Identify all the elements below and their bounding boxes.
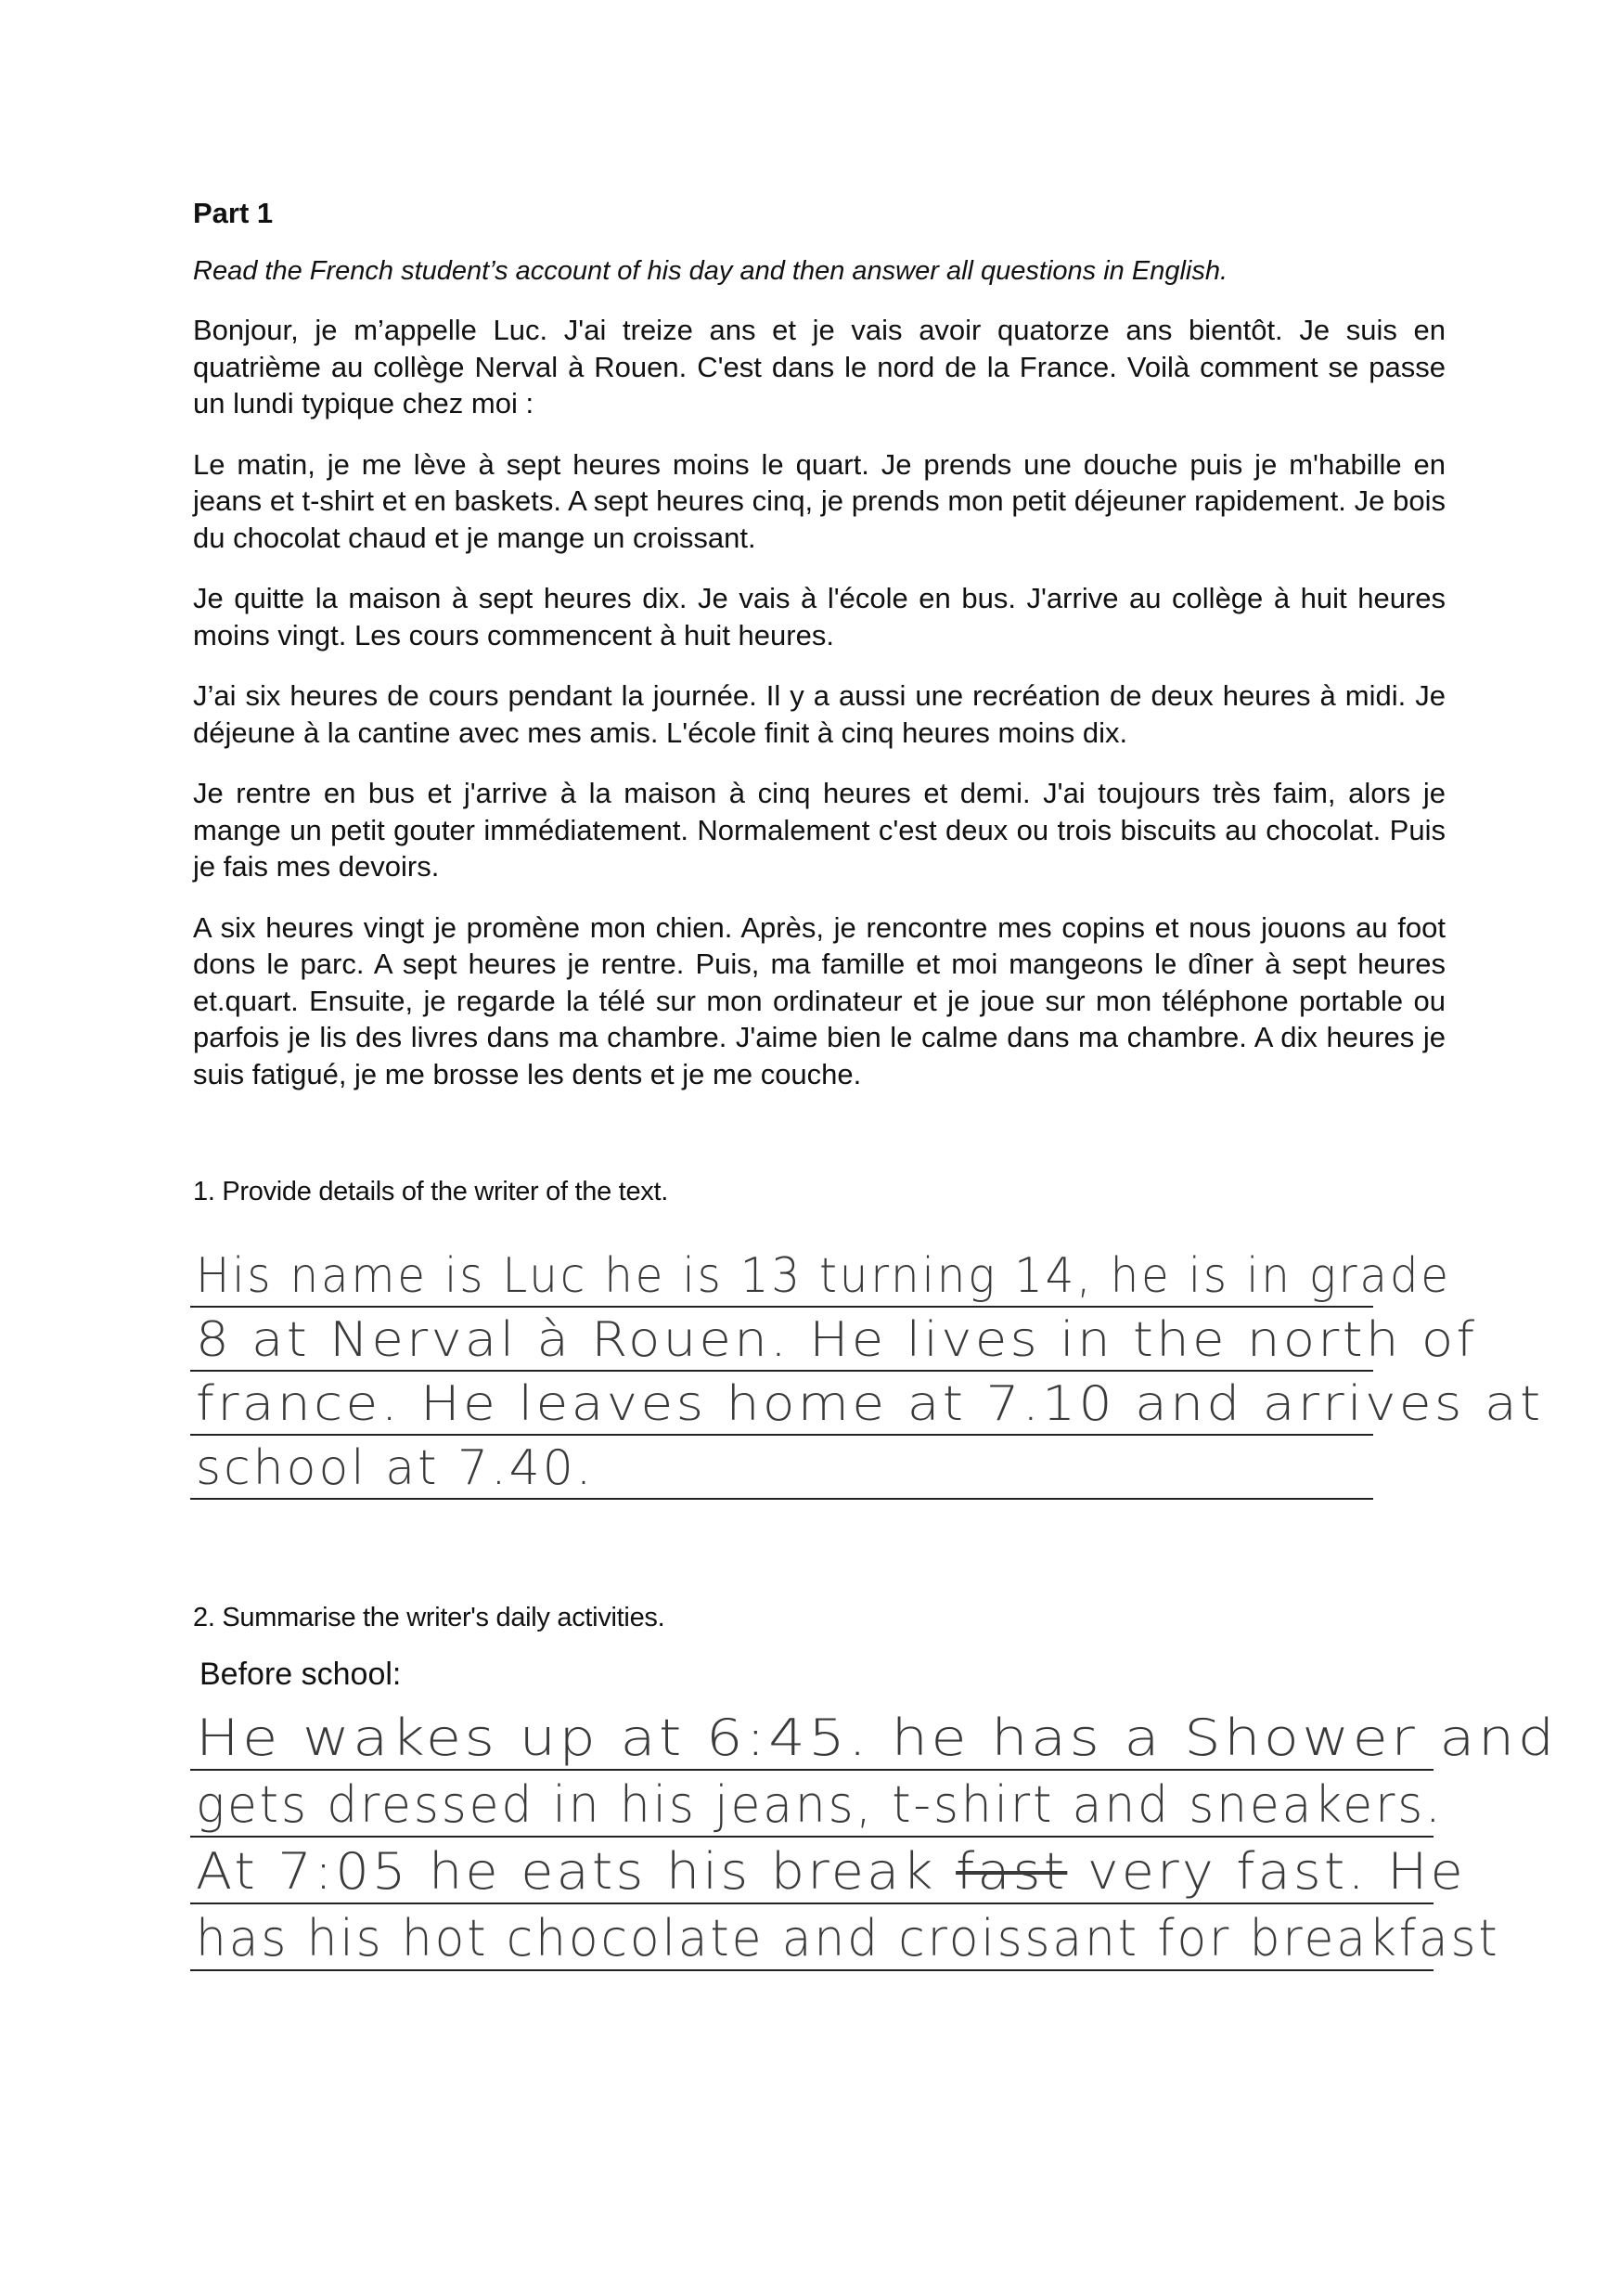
- handwritten-answer: has his hot chocolate and croissant for breakfast: [196, 1909, 1500, 1967]
- handwritten-answer: france. He leaves home at 7.10 and arrives at: [196, 1376, 1544, 1432]
- struck-word: fast: [956, 1842, 1068, 1901]
- passage-paragraph: Je quitte la maison à sept heures dix. Je vais à l'école en bus. J'arrive au collège à huit heures moins vingt. Les cours commencent à huit heures.: [193, 582, 1446, 651]
- answer-line: [190, 1904, 1500, 1971]
- answer-1: [190, 1244, 1544, 1500]
- handwritten-answer: 8 at Nerval à Rouen. He lives in the north of: [196, 1312, 1478, 1368]
- answer-line: [190, 1704, 1558, 1771]
- answer-line: [190, 1436, 1373, 1500]
- passage-paragraph: Bonjour, je m’appelle Luc. J'ai treize ans et je vais avoir quatorze ans bientôt. Je suis en quatrième au collège Nerval à Rouen. C'est dans le nord de la France. Voilà comment se passe un lundi typique chez moi :: [193, 314, 1446, 419]
- answer-line: [190, 1244, 1451, 1308]
- before-school-label: Before school:: [199, 1657, 402, 1692]
- handwritten-answer: He wakes up at 6:45. he has a Shower and: [196, 1709, 1558, 1767]
- passage-paragraph: Je rentre en bus et j'arrive à la maison à cinq heures et demi. J'ai toujours très faim, alors je mange un petit gouter immédiatement. Normalement c'est deux ou trois biscuits au chocolat. Puis je fais mes devoirs.: [193, 777, 1446, 883]
- french-passage: [193, 312, 1446, 1116]
- question-2: 2. Summarise the writer's daily activities.: [193, 1603, 665, 1632]
- passage-paragraph: J’ai six heures de cours pendant la journée. Il y a aussi une recréation de deux heures à midi. Je déjeune à la cantine avec mes amis. L'école finit à cinq heures moins dix.: [193, 679, 1446, 749]
- instructions: Read the French student’s account of his day and then answer all questions in English.: [193, 256, 1228, 286]
- handwritten-answer: His name is Luc he is 13 turning 14, he is in grade: [196, 1248, 1451, 1304]
- part-title: Part 1: [193, 197, 274, 229]
- handwritten-answer: gets dressed in his jeans, t-shirt and sneakers.: [196, 1775, 1444, 1834]
- answer-line: [190, 1838, 1466, 1904]
- handwritten-answer: At 7:05 he eats his break fast very fast. He: [196, 1842, 1466, 1901]
- answer-line: [190, 1771, 1444, 1838]
- passage-paragraph: A six heures vingt je promène mon chien. Après, je rencontre mes copins et nous jouons au foot dons le parc. A sept heures je rentre. Puis, ma famille et moi mangeons le dîner à sept heures et.quart. Ensuite, je regarde la télé sur mon ordinateur et je joue sur mon téléphone portable ou parfois je lis des livres dans ma chambre. J'aime bien le calme dans ma chambre. A dix heures je suis fatigué, je me brosse les dents et je me couche.: [193, 910, 1446, 1090]
- question-1: 1. Provide details of the writer of the text.: [193, 1177, 668, 1206]
- answer-line: [190, 1372, 1544, 1436]
- answer-line: [190, 1308, 1478, 1372]
- handwritten-answer: school at 7.40.: [196, 1440, 595, 1496]
- answer-2: [190, 1704, 1558, 1971]
- passage-paragraph: Le matin, je me lève à sept heures moins le quart. Je prends une douche puis je m'habille en jeans et t-shirt et en baskets. A sept heures cinq, je prends mon petit déjeuner rapidement. Je bois du chocolat chaud et je mange un croissant.: [193, 447, 1446, 554]
